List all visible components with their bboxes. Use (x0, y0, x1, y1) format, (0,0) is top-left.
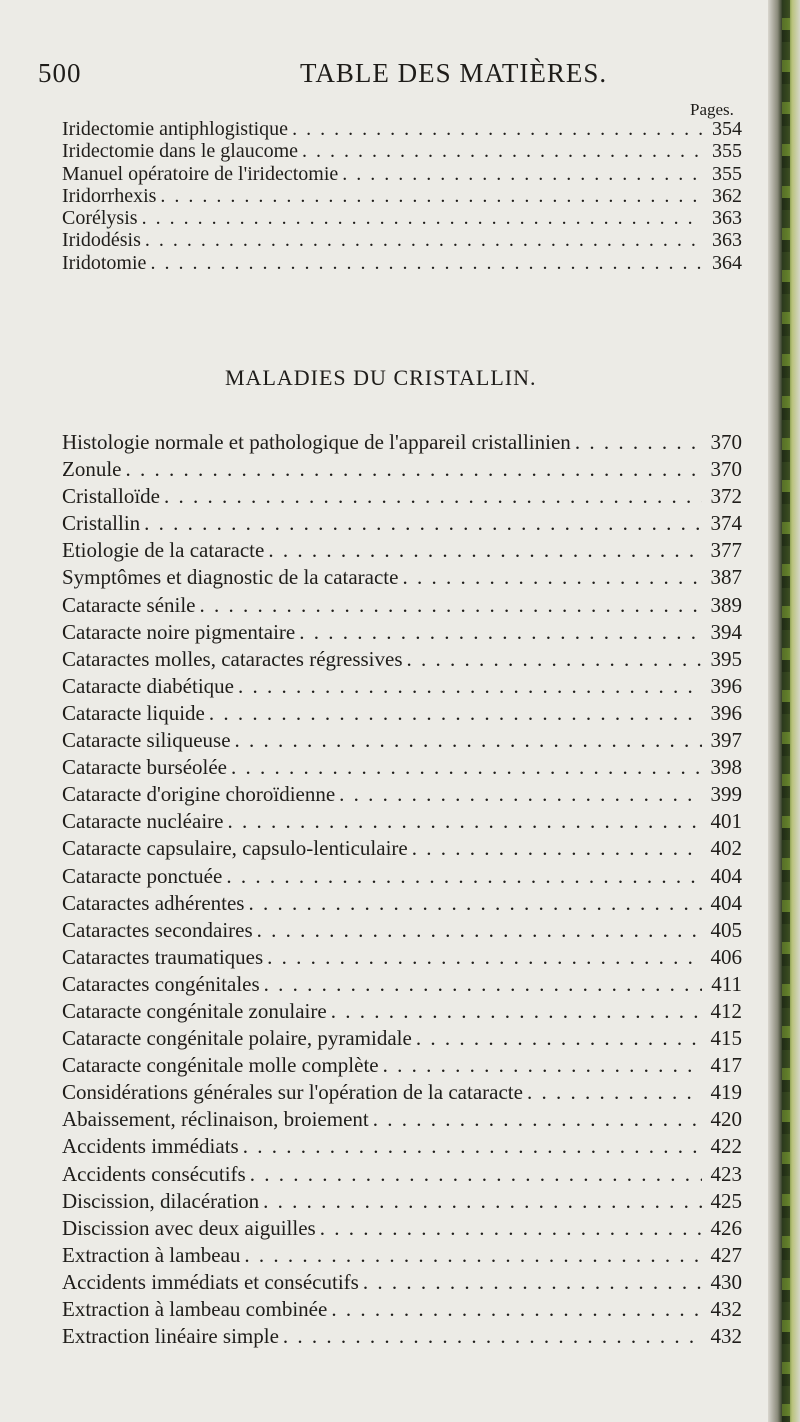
toc-entry-page: 426 (710, 1215, 742, 1240)
toc-entry (62, 891, 742, 918)
page-number: 500 (38, 58, 82, 88)
toc-entry-title: Extraction linéaire simple (62, 1324, 279, 1349)
toc-entry (62, 118, 742, 140)
toc-entry (62, 1162, 742, 1189)
running-title: TABLE DES MATIÈRES. (300, 58, 608, 88)
dot-leader (331, 1297, 702, 1322)
toc-entry-title: Iridotomie (62, 251, 147, 274)
toc-entry-title: Abaissement, réclinaison, broiement (62, 1107, 369, 1132)
toc-entry-page: 372 (710, 484, 742, 509)
toc-entry-title: Cataractes secondaires (62, 917, 253, 942)
toc-entry (62, 836, 742, 863)
toc-entry-title: Discission avec deux aiguilles (62, 1215, 316, 1240)
dot-leader (331, 999, 702, 1024)
dot-leader (292, 118, 702, 141)
toc-entry-page: 399 (710, 782, 742, 807)
toc-entry (62, 1270, 742, 1297)
dot-leader (144, 511, 702, 536)
toc-entry-title: Cataractes congénitales (62, 971, 260, 996)
dot-leader (412, 836, 702, 861)
dot-leader (407, 647, 702, 672)
toc-entry-title: Iridodésis (62, 229, 141, 252)
toc-entry (62, 430, 742, 457)
toc-entry (62, 620, 742, 647)
dot-leader (342, 163, 702, 186)
toc-entry (62, 185, 742, 207)
dot-leader (527, 1080, 702, 1105)
toc-entry-title: Symptômes et diagnostic de la cataracte (62, 565, 399, 590)
toc-entry (62, 674, 742, 701)
toc-entry-page: 419 (710, 1080, 742, 1105)
dot-leader (402, 565, 702, 590)
dot-leader (235, 728, 702, 753)
dot-leader (200, 593, 702, 618)
toc-entry (62, 140, 742, 162)
dot-leader (231, 755, 702, 780)
dot-leader (575, 430, 702, 455)
toc-entry (62, 1107, 742, 1134)
toc-list-cristallin (62, 430, 742, 1351)
toc-entry-title: Cataracte diabétique (62, 673, 234, 698)
pages-column-label: Pages. (690, 100, 734, 119)
toc-entry (62, 229, 742, 251)
toc-entry (62, 1243, 742, 1270)
toc-entry-title: Cataracte sénile (62, 592, 196, 617)
dot-leader (257, 918, 702, 943)
dot-leader (283, 1324, 702, 1349)
toc-entry-title: Zonule (62, 457, 122, 482)
toc-entry-title: Discission, dilacération (62, 1188, 260, 1213)
toc-entry (62, 755, 742, 782)
toc-entry-page: 364 (712, 251, 742, 274)
dot-leader (248, 891, 702, 916)
toc-entry-page: 362 (712, 184, 742, 207)
toc-entry-title: Manuel opératoire de l'iridectomie (62, 162, 339, 185)
toc-entry (62, 999, 742, 1026)
toc-entry (62, 1216, 742, 1243)
toc-entry-page: 402 (710, 836, 742, 861)
toc-entry (62, 1324, 742, 1351)
toc-entry-title: Accidents consécutifs (62, 1161, 246, 1186)
toc-entry (62, 945, 742, 972)
toc-entry-page: 417 (710, 1053, 742, 1078)
toc-entry-page: 387 (710, 565, 742, 590)
dot-leader (299, 620, 702, 645)
dot-leader (226, 864, 702, 889)
dot-leader (250, 1162, 702, 1187)
toc-entry-page: 363 (712, 229, 742, 252)
toc-entry-page: 427 (710, 1242, 742, 1267)
toc-entry (62, 511, 742, 538)
dot-leader (209, 701, 702, 726)
dot-leader (164, 484, 702, 509)
toc-entry-title: Extraction à lambeau (62, 1242, 241, 1267)
toc-entry-page: 374 (710, 511, 742, 536)
toc-entry-title: Iridectomie antiphlogistique (62, 118, 289, 140)
toc-entry-page: 377 (710, 538, 742, 563)
toc-entry-page: 404 (710, 863, 742, 888)
toc-entry-title: Histologie normale et pathologique de l'appareil cristallinien (62, 430, 571, 454)
toc-entry-page: 398 (710, 755, 742, 780)
toc-entry-title: Cataracte congénitale polaire, pyramidale (62, 1026, 412, 1051)
dot-leader (244, 1243, 702, 1268)
toc-entry-page: 355 (712, 140, 742, 163)
toc-entry (62, 728, 742, 755)
toc-entry (62, 972, 742, 999)
toc-entry (62, 207, 742, 229)
toc-entry (62, 1053, 742, 1080)
toc-entry-title: Extraction à lambeau combinée (62, 1297, 328, 1321)
toc-entry-page: 422 (710, 1134, 742, 1159)
toc-entry-page: 396 (710, 700, 742, 725)
toc-entry (62, 701, 742, 728)
dot-leader (320, 1216, 702, 1241)
dot-leader (142, 207, 702, 230)
toc-entry-title: Cataracte noire pigmentaire (62, 619, 296, 644)
toc-list-iris (62, 118, 742, 274)
toc-entry-title: Cristalloïde (62, 484, 160, 509)
toc-entry-title: Cataracte ponctuée (62, 863, 223, 888)
section-title: MALADIES DU CRISTALLIN. (225, 365, 537, 390)
toc-entry-title: Accidents immédiats et consécutifs (62, 1269, 359, 1294)
toc-entry (62, 864, 742, 891)
toc-entry-title: Iridectomie dans le glaucome (62, 140, 299, 163)
toc-entry-page: 432 (710, 1324, 742, 1349)
toc-entry-title: Cataracte burséolée (62, 755, 227, 780)
toc-entry-title: Iridorrhexis (62, 184, 157, 207)
toc-entry (62, 782, 742, 809)
toc-entry-page: 397 (710, 728, 742, 753)
toc-entry (62, 1134, 742, 1161)
toc-entry-title: Considérations générales sur l'opération de la cataracte (62, 1080, 523, 1105)
toc-entry (62, 1189, 742, 1216)
toc-entry-title: Cataracte capsulaire, capsulo-lenticulaire (62, 836, 408, 861)
dot-leader (264, 972, 702, 997)
toc-entry-page: 370 (710, 457, 742, 482)
toc-entry-title: Cataracte liquide (62, 700, 205, 725)
toc-entry (62, 538, 742, 565)
toc-entry (62, 252, 742, 274)
page-edge-shadow (782, 0, 790, 1422)
toc-entry-title: Accidents immédiats (62, 1134, 239, 1159)
toc-entry-page: 389 (710, 592, 742, 617)
dot-leader (339, 782, 702, 807)
toc-entry-page: 370 (710, 430, 742, 454)
toc-entry (62, 918, 742, 945)
toc-entry-title: Cataractes adhérentes (62, 890, 245, 915)
dot-leader (150, 252, 702, 275)
toc-entry (62, 809, 742, 836)
dot-leader (145, 229, 702, 252)
toc-entry-page: 355 (712, 162, 742, 185)
toc-entry (62, 647, 742, 674)
dot-leader (302, 140, 702, 163)
toc-entry-title: Cataracte siliqueuse (62, 728, 231, 753)
toc-entry-title: Cristallin (62, 511, 141, 536)
toc-entry-title: Cataracte congénitale zonulaire (62, 998, 327, 1023)
toc-entry-title: Cataracte congénitale molle complète (62, 1053, 379, 1078)
toc-entry-page: 405 (710, 917, 742, 942)
toc-entry (62, 1297, 742, 1324)
toc-entry (62, 457, 742, 484)
dot-leader (416, 1026, 702, 1051)
dot-leader (383, 1053, 702, 1078)
toc-entry (62, 1026, 742, 1053)
toc-entry-page: 401 (710, 809, 742, 834)
toc-entry-page: 420 (710, 1107, 742, 1132)
dot-leader (263, 1189, 702, 1214)
dot-leader (227, 809, 702, 834)
toc-entry (62, 484, 742, 511)
toc-entry (62, 1080, 742, 1107)
toc-entry-title: Corélysis (62, 207, 138, 230)
toc-entry-page: 425 (710, 1188, 742, 1213)
toc-entry (62, 593, 742, 620)
toc-entry-page: 394 (710, 619, 742, 644)
toc-entry (62, 163, 742, 185)
dot-leader (243, 1134, 702, 1159)
toc-entry-page: 363 (712, 207, 742, 230)
dot-leader (363, 1270, 702, 1295)
dot-leader (267, 945, 702, 970)
toc-entry-page: 430 (710, 1269, 742, 1294)
toc-entry-title: Cataracte nucléaire (62, 809, 224, 834)
toc-entry-page: 404 (710, 890, 742, 915)
toc-entry-title: Cataractes molles, cataractes régressives (62, 646, 403, 671)
toc-entry-page: 423 (710, 1161, 742, 1186)
toc-entry-page: 395 (710, 646, 742, 671)
toc-entry-page: 415 (710, 1026, 742, 1051)
toc-entry-title: Cataractes traumatiques (62, 944, 264, 969)
toc-entry-page: 411 (711, 971, 742, 996)
dot-leader (268, 538, 702, 563)
toc-entry-page: 396 (710, 673, 742, 698)
page-header (38, 58, 748, 98)
toc-entry (62, 565, 742, 592)
toc-entry-title: Etiologie de la cataracte (62, 538, 265, 563)
dot-leader (125, 457, 702, 482)
toc-entry-page: 412 (710, 998, 742, 1023)
toc-entry-page: 354 (712, 118, 742, 140)
dot-leader (238, 674, 702, 699)
dot-leader (373, 1107, 702, 1132)
toc-entry-page: 406 (710, 944, 742, 969)
toc-entry-title: Cataracte d'origine choroïdienne (62, 782, 336, 807)
dot-leader (160, 185, 702, 208)
toc-entry-page: 432 (710, 1297, 742, 1321)
